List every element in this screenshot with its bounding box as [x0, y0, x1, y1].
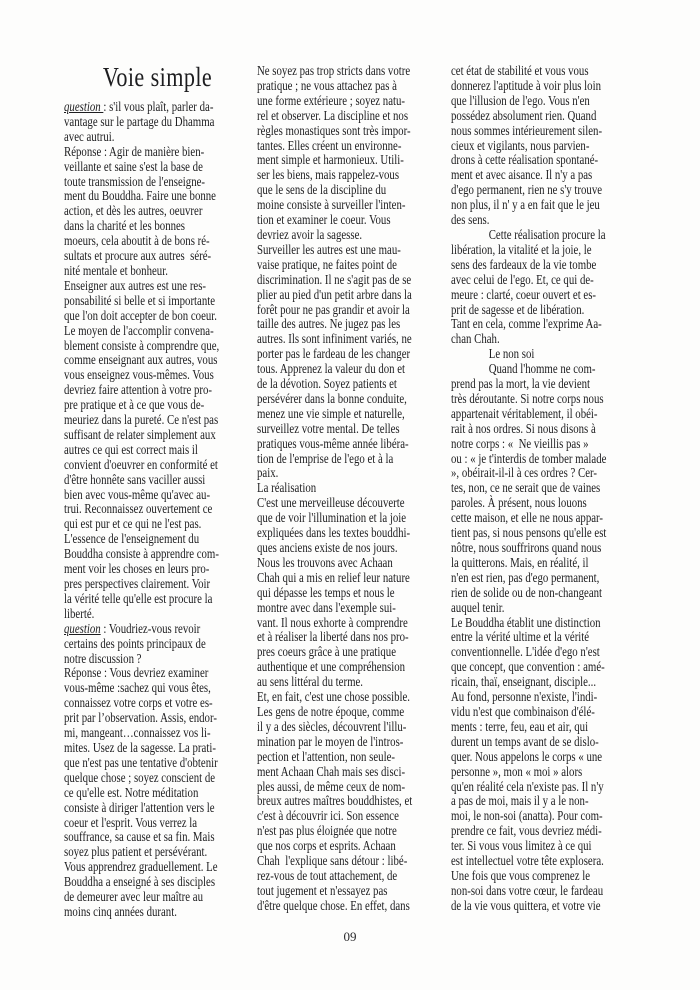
text-line: paroles. À présent, nous louons — [451, 495, 587, 511]
text-line: discrimination. Il ne s'agit pas de se — [257, 271, 412, 287]
text-line: vidu n'est que combinaison d'élé- — [451, 703, 595, 719]
text-line: meuriez dans la pureté. Ce n'est pas — [64, 412, 219, 428]
text-line: plier au pied d'un petit arbre dans la — [257, 286, 412, 302]
text-line: action, et dès les autres, oeuvrer — [64, 203, 203, 219]
text-line: sens des fardeaux de la vie tombe — [451, 256, 597, 272]
text-line: prend pas la mort, la vie devient — [451, 376, 591, 392]
text-line: coeur et l'esprit. Vous verrez la — [64, 814, 198, 830]
text-line: authentique et une compréhension — [257, 659, 406, 675]
text-line: pratique ; ne vous attachez pas à — [257, 77, 397, 93]
column-1-text — [64, 100, 251, 920]
text-line: dans la charité et les bonnes — [64, 218, 186, 234]
text-line: la quitterons. Mais, en réalité, il — [451, 554, 589, 570]
text-line: rait à nos ordres. Si nous disons à — [451, 420, 596, 436]
text-line: Vous apprendrez graduellement. Le — [64, 859, 218, 875]
text-line: non plus, il n' y a en fait que le jeu — [451, 197, 600, 213]
text-line: a pas de moi, mais il y a le non- — [451, 793, 589, 809]
text-line: pres perspectives clairement. Voir — [64, 576, 211, 591]
text-line: Au fond, personne n'existe, l'indi- — [451, 689, 598, 705]
text-line: Une fois que vous comprenez le — [451, 867, 591, 883]
text-line: ou : « je t'interdis de tomber malade — [451, 450, 607, 466]
text-line: c'est à découvrir ici. Son essence — [257, 808, 399, 824]
text-line: une forme extérieure ; soyez natu- — [257, 92, 406, 108]
text-line: cette maison, et elle ne nous appar- — [451, 510, 604, 526]
page-number: 09 — [343, 929, 357, 944]
column-2-text — [257, 64, 444, 914]
text-line: moins cinq années durant. — [64, 903, 177, 919]
text-line: consiste à diriger l'attention vers le — [64, 799, 215, 815]
text-line: », obéirait-il-il à ces ordres ? Cer- — [451, 465, 598, 481]
text-line: souffrance, sa cause et sa fin. Mais — [64, 829, 215, 845]
text-segment: : Voudriez-vous revoir — [100, 620, 201, 636]
text-line: ples aussi, de même ceux de nom- — [257, 778, 406, 794]
text-line: pection et l'attention, non seule- — [257, 748, 395, 764]
text-line: d'être honnête sans vaciller aussi — [64, 471, 206, 487]
text-line: avec autrui. — [64, 128, 115, 144]
text-line: ce qu'elle est. Notre méditation — [64, 784, 199, 800]
text-line: vant. Il nous exhorte à comprendre — [257, 614, 408, 630]
text-line: que nos corps et esprits. Achaan — [257, 838, 396, 854]
text-line: avec celui de l'ego. Et, ce qui de- — [451, 271, 594, 287]
text-line: prendre ce fait, vous devriez médi- — [451, 823, 602, 839]
text-line: autres ce qui est correct mais il — [64, 441, 198, 457]
text-line: ter. Si vous vous limitez à ce qui — [451, 838, 592, 854]
text-line: Cette réalisation procure la — [488, 226, 606, 242]
text-line: breux autres maîtres bouddhistes, et — [257, 793, 413, 809]
text-line: d'être quelque chose. En effet, dans — [257, 897, 410, 913]
text-line: tantes. Elles créent un environne- — [257, 137, 402, 153]
text-line: certains des points principaux de — [64, 635, 206, 651]
text-line: de demeurer avec leur maître au — [64, 889, 204, 905]
text-line: moi, le non-soi (anatta). Pour com- — [451, 808, 603, 824]
text-line: des sens. — [451, 212, 490, 228]
text-segment: : s'il vous plaît, parler da- — [103, 99, 214, 114]
text-line: ponsabilité si belle et si importante — [64, 292, 216, 308]
text-line: la vérité telle qu'elle est procure la — [64, 590, 213, 606]
text-line: comme enseignant aux autres, vous — [64, 352, 218, 368]
text-line: tient pas, si nous pensons qu'elle est — [451, 525, 607, 541]
text-line: tout jugement et n'essayez pas — [257, 882, 388, 898]
text-line: Réponse : Agir de manière bien- — [64, 143, 205, 159]
text-line: ment Achaan Chah mais ses disci- — [257, 763, 406, 779]
text-line: connaissez votre corps et votre es- — [64, 695, 213, 711]
text-line: Quand l'homme ne com- — [488, 361, 596, 377]
text-line: chan Chah. — [451, 331, 500, 347]
text-line: que n'est pas une tentative d'obtenir — [64, 754, 218, 770]
text-line: nité mentale et bonheur. — [64, 262, 168, 278]
text-line: moeurs, cela aboutit à de bons ré- — [64, 233, 210, 249]
text-line: et à réaliser la liberté dans nos pro- — [257, 629, 409, 645]
text-line: ques anciens existe de nos jours. — [257, 540, 398, 555]
text-line: vous-même :sachez qui vous êtes, — [64, 680, 211, 696]
text-line: conventionnelle. L'idée d'ego n'est — [451, 644, 600, 660]
text-line: très déroutante. Si notre corps nous — [451, 390, 604, 406]
text-line: est intellectuel votre tête explosera. — [451, 853, 604, 869]
text-line: auquel tenir. — [451, 599, 505, 615]
text-line: prit de sagesse et de libération. — [451, 301, 585, 317]
text-line: convient d'oeuvrer en conformité et — [64, 456, 218, 472]
text-line: tion de l'emprise de l'ego et à la — [257, 450, 394, 466]
text-line: Ne soyez pas trop stricts dans votre — [257, 63, 411, 78]
text-line: Le non soi — [488, 346, 535, 362]
text-line: blement consiste à comprendre que, — [64, 337, 220, 353]
text-line: drons à cette réalisation spontané- — [451, 152, 599, 168]
text-line: au sens littéral du terme. — [257, 674, 364, 690]
text-line: Nous les trouvons avec Achaan — [257, 554, 393, 570]
text-line: non-soi dans votre cœur, le fardeau — [451, 882, 604, 898]
text-line: mi, mangeant…connaissez vos li- — [64, 725, 211, 741]
text-line: taille des autres. Ne jugez pas les — [257, 316, 401, 332]
text-line: Chah qui a mis en relief leur nature — [257, 569, 410, 585]
text-line: cet état de stabilité et vous vous — [451, 63, 589, 78]
text-line: donnerez l'aptitude à voir plus loin — [451, 77, 602, 93]
text-line: nous sommes intérieurement silen- — [451, 122, 603, 138]
text-line: quelque chose ; soyez conscient de — [64, 769, 216, 785]
text-line: notre corps : « Ne vieillis pas » — [451, 435, 589, 451]
text-line: autres. Ils sont infiniment variés, ne — [257, 331, 412, 347]
column-3-text — [451, 64, 638, 914]
text-line: Le moyen de l'accomplir convena- — [64, 322, 214, 338]
text-line: C'est une merveilleuse découverte — [257, 495, 405, 511]
text-line: Bouddha consiste à apprendre com- — [64, 546, 219, 562]
text-line: que l'illusion de l'ego. Vous n'en — [451, 92, 590, 108]
text-line: qu'en réalité cela n'existe pas. Il n'y — [451, 778, 604, 794]
text-line: ment voir les choses en leurs pro- — [64, 561, 210, 577]
text-line: veillante et saine s'est la base de — [64, 158, 203, 174]
text-line: que de voir l'illumination et la joie — [257, 510, 407, 526]
text-line: surveillez votre mental. De telles — [257, 420, 400, 436]
text-line: pres coeurs grâce à une pratique — [257, 644, 397, 660]
text-line: vantage sur le partage du Dhamma — [64, 113, 215, 129]
text-line: devriez avoir la sagesse. — [257, 226, 363, 242]
text-line: qui dépasse les temps et nous le — [257, 584, 395, 600]
text-line: Réponse : Vous devriez examiner — [64, 665, 209, 681]
text-segment: question — [64, 99, 104, 114]
text-line: rez-vous de tout attachement, de — [257, 867, 398, 883]
text-line: que concept, que convention : amé- — [451, 659, 605, 675]
text-line: Les gens de notre époque, comme — [257, 703, 405, 719]
text-line: ment et avec aisance. Il n'y a pas — [451, 167, 593, 183]
text-line: tion et examiner le coeur. Vous — [257, 212, 391, 228]
text-line: ricain, thaï, enseignant, disciple... — [451, 674, 597, 690]
text-line: Le Bouddha établit une distinction — [451, 614, 601, 630]
text-line: soyez plus patient et persévérant. — [64, 844, 208, 860]
text-line: mites. Usez de la sagesse. La prati- — [64, 739, 216, 755]
text-line: de la dévotion. Soyez patients et — [257, 376, 397, 392]
text-line: montre avec dans l'exemple sui- — [257, 599, 396, 615]
text-line: vaise pratique, ne faites point de — [257, 256, 397, 272]
text-line: d'ego permanent, rien ne s'y trouve — [451, 182, 603, 198]
text-line: bien avec vous-même qu'avec au- — [64, 486, 211, 502]
text-line: sultats et procure aux autres séré- — [64, 248, 212, 264]
text-line: tous. Apprenez la valeur du don et — [257, 361, 406, 377]
page-title: Voie simple — [102, 62, 213, 92]
text-line — [64, 100, 251, 115]
text-line: nôtre, nous souffrirons quand nous — [451, 540, 602, 555]
text-line: prit par l’observation. Assis, endor- — [64, 710, 217, 726]
text-line: toute transmission de l'enseigne- — [64, 173, 206, 189]
text-line: porter pas le fardeau de les changer — [257, 346, 411, 362]
text-line: que l'on doit accepter de bon coeur. — [64, 307, 217, 323]
column-2 — [257, 64, 444, 914]
text-line: Surveiller les autres est une mau- — [257, 241, 401, 257]
column-1 — [64, 62, 251, 920]
text-line: devriez faire attention à votre pro- — [64, 382, 213, 398]
text-line: meure : clarté, coeur ouvert et es- — [451, 286, 597, 302]
text-segment: question — [64, 620, 101, 636]
text-line: durent un temps avant de se dislo- — [451, 733, 599, 749]
text-line: persévérer dans la bonne conduite, — [257, 390, 407, 406]
text-line: ments : terre, feu, eau et air, qui — [451, 718, 589, 734]
text-line: possédez absolument rien. Quand — [451, 107, 597, 123]
text-line: vous enseignez vous-mêmes. Vous — [64, 367, 214, 383]
text-line: rien de solide ou de non-changeant — [451, 584, 603, 600]
text-line: de la vie vous quittera, et votre vie — [451, 897, 601, 913]
text-line: entre la vérité ultime et la vérité — [451, 629, 590, 645]
text-line: rel et observer. La discipline et nos — [257, 107, 409, 123]
text-line: expliquées dans les textes bouddhi- — [257, 525, 411, 541]
text-line: mination par le moyen de l'intros- — [257, 733, 404, 749]
text-line: ment simple et harmonieux. Utili- — [257, 152, 404, 168]
text-line: menez une vie simple et naturelle, — [257, 405, 405, 421]
text-line: paix. — [257, 465, 279, 481]
text-line: L'essence de l'enseignement du — [64, 531, 200, 547]
text-line: libération, la vitalité et la joie, le — [451, 241, 592, 257]
text-line: moine consiste à surveiller l'inten- — [257, 197, 406, 213]
text-line: n'en est rien, pas d'ego permanent, — [451, 569, 600, 585]
text-line: Et, en fait, c'est une chose possible. — [257, 689, 411, 705]
column-3 — [451, 64, 638, 914]
text-line: cieux et vigilants, nous parvien- — [451, 137, 590, 153]
text-line: ment du Bouddha. Faire une bonne — [64, 188, 216, 204]
text-line: tes, non, ce ne serait que de vaines — [451, 480, 601, 496]
text-line: Bouddha a enseigné à ses disciples — [64, 874, 216, 890]
text-line: n'est pas plus éloignée que notre — [257, 823, 397, 839]
text-line: Tant en cela, comme l'exprime Aa- — [451, 316, 602, 332]
text-line: pratiques vous-même année libéra- — [257, 435, 409, 451]
text-line: forêt pour ne pas grandir et avoir la — [257, 301, 410, 317]
text-line: trui. Reconnaissez ouvertement ce — [64, 501, 213, 517]
text-line: il y a des siècles, découvrent l'illu- — [257, 718, 407, 734]
text-line: liberté. — [64, 605, 95, 621]
text-line: appartenait véritablement, il obéi- — [451, 405, 598, 421]
text-line: personne », mon « moi » alors — [451, 763, 583, 779]
text-line: Enseigner aux autres est une res- — [64, 277, 207, 293]
text-line: suffisant de relater simplement aux — [64, 426, 216, 442]
text-line: Chah l'explique sans détour : libé- — [257, 853, 408, 869]
text-line: que le sens de la discipline du — [257, 182, 387, 198]
text-line — [64, 622, 251, 637]
text-line: notre discussion ? — [64, 650, 142, 666]
text-line: règles monastiques sont très impor- — [257, 122, 411, 138]
text-line: pre pratique et à ce que vous de- — [64, 397, 205, 413]
text-line: La réalisation — [257, 480, 317, 496]
text-line: ser les biens, mais rappelez-vous — [257, 167, 400, 183]
text-line: qui est pur et ce qui ne l'est pas. — [64, 516, 202, 532]
text-line: quer. Nous appelons le corps « une — [451, 748, 603, 764]
